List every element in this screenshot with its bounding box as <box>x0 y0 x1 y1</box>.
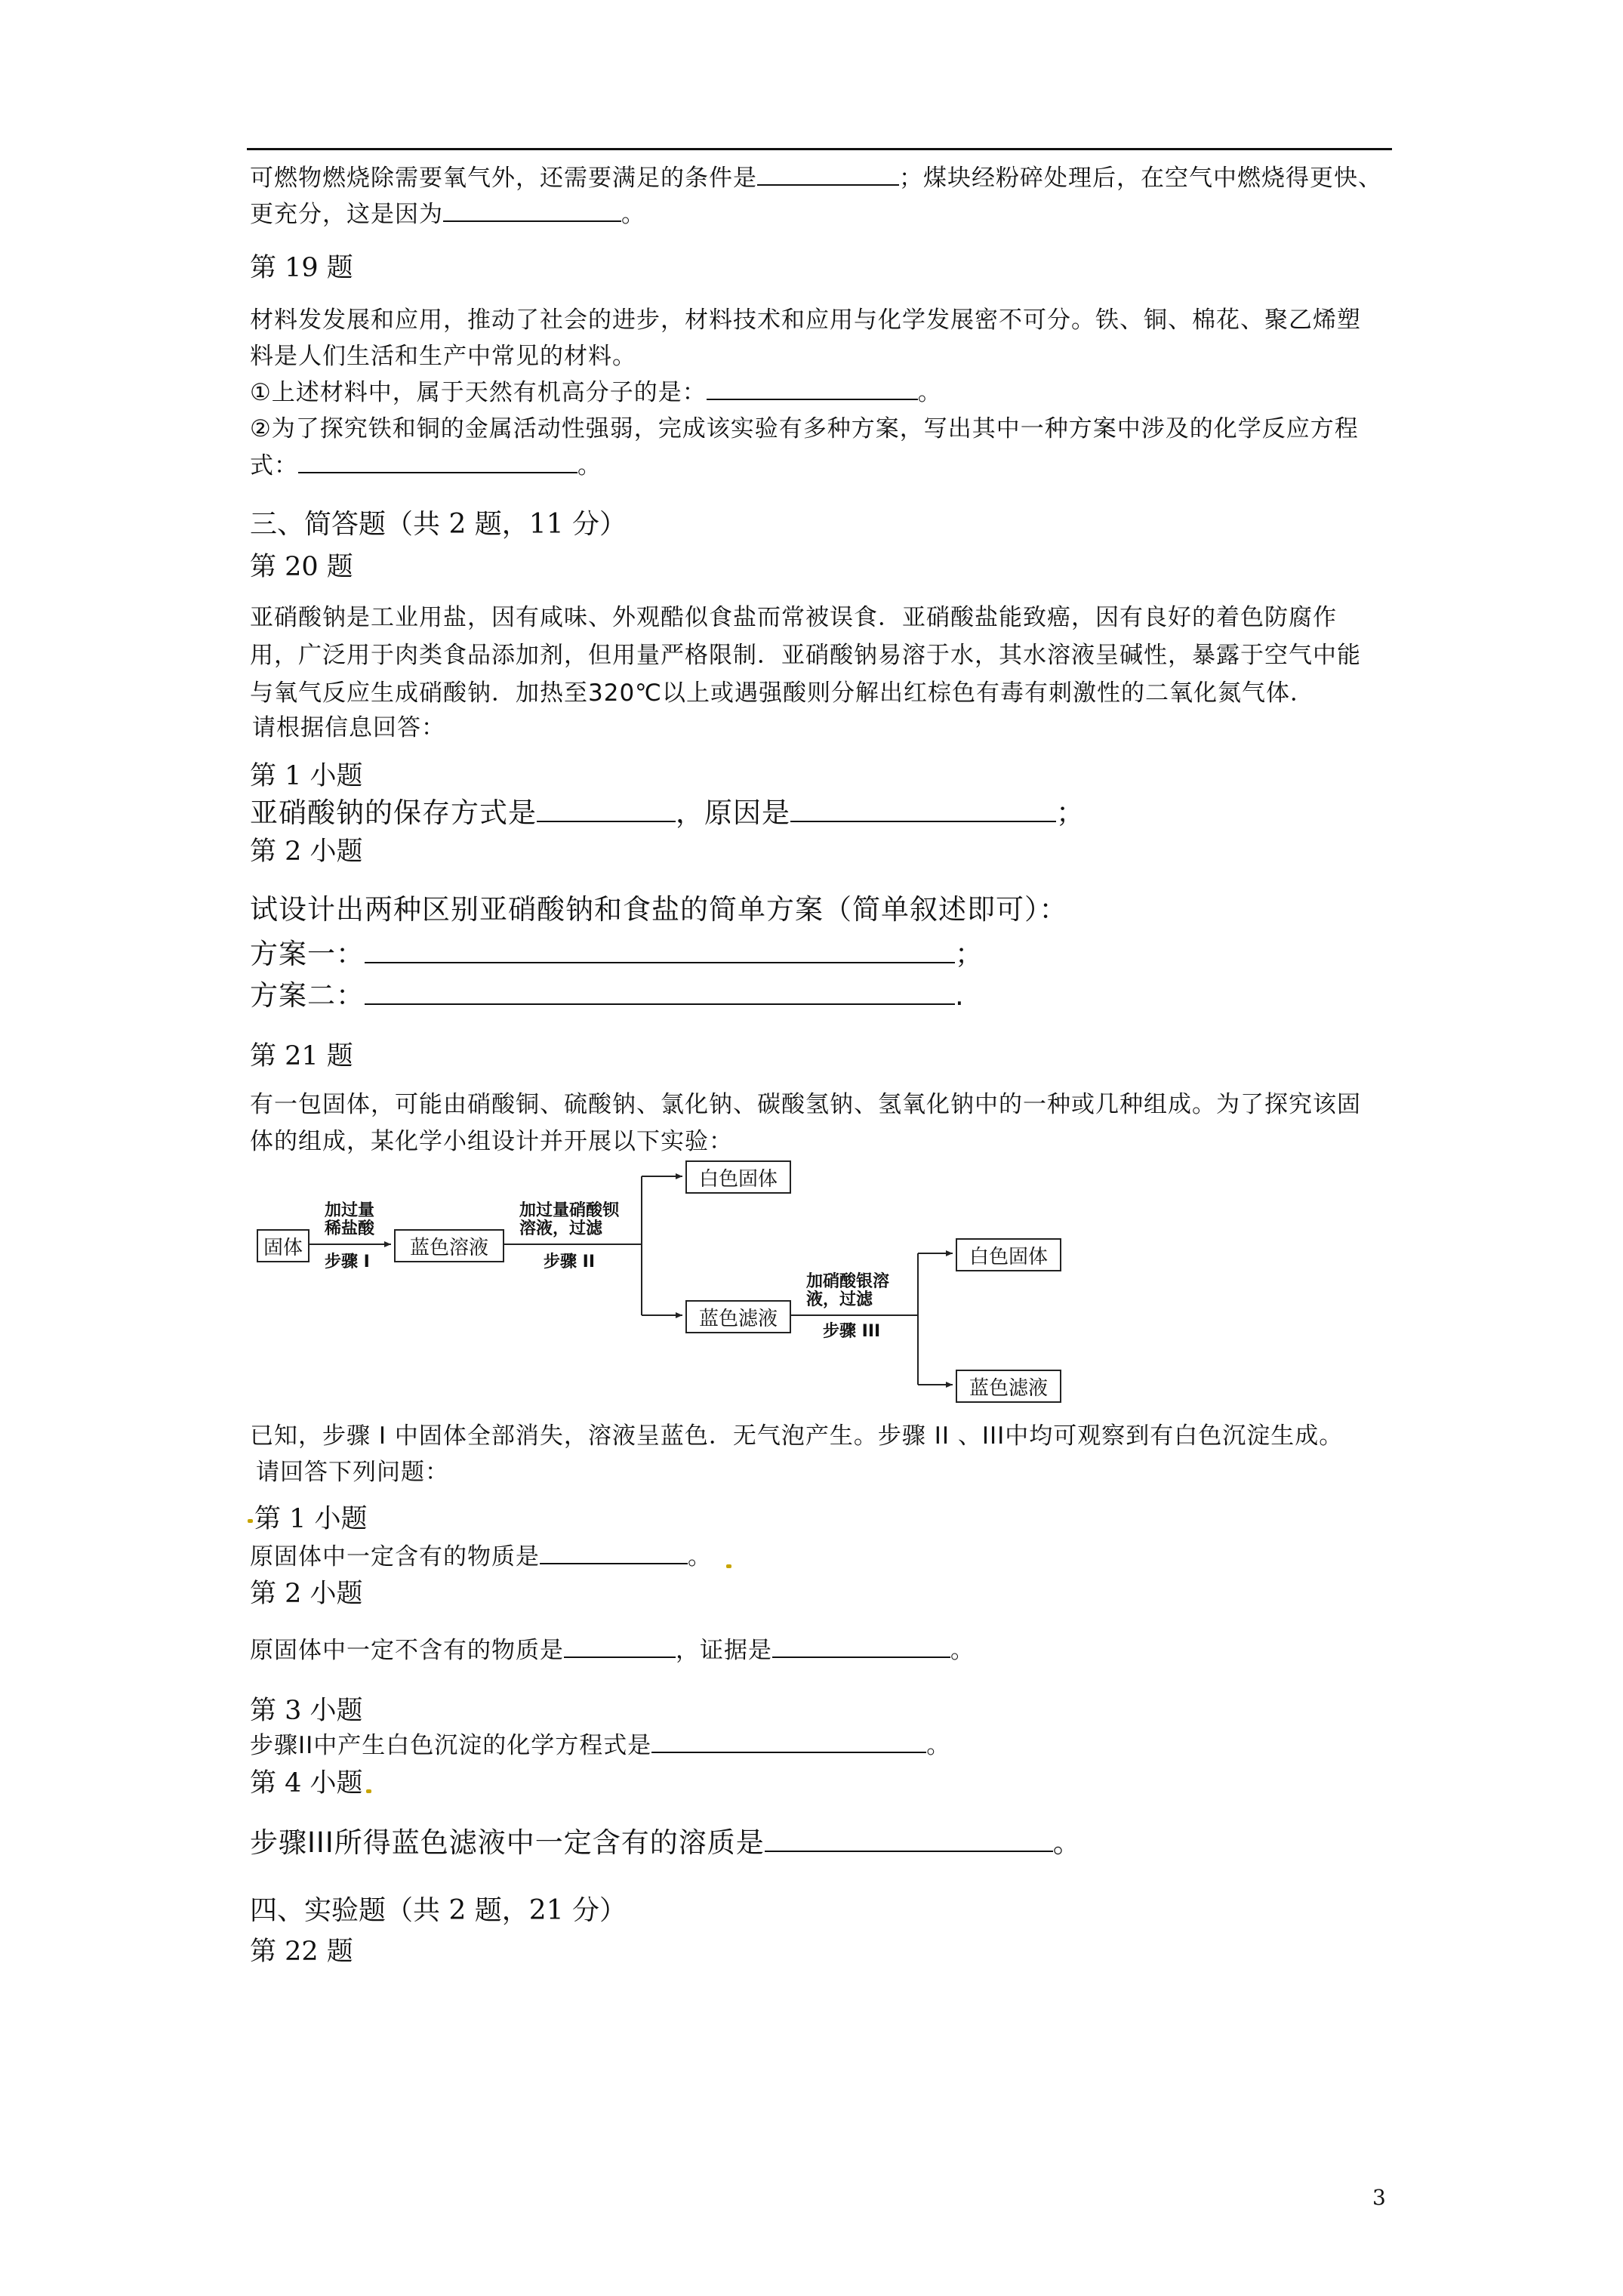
q21-sub2 <box>250 1631 975 1665</box>
step-1-reagent: 加过量 稀盐酸 <box>325 1201 375 1238</box>
q21-text: 。 <box>950 1637 975 1664</box>
q21-intro-1: 有一包固体，可能由硝酸铜、硫酸钠、氯化钠、碳酸氢钠、氢氧化钠中的一种或几种组成。为了探究该固 <box>250 1091 1361 1118</box>
q20-text-4: 请根据信息回答： <box>252 714 445 741</box>
sub-question-number: 第 2 小题 <box>250 1579 363 1609</box>
q21-known: 已知，步骤 I 中固体全部消失，溶液呈蓝色．无气泡产生。步骤 II 、III中均可观察到有白色沉淀生成。 <box>250 1422 1344 1450</box>
q21-sub3 <box>250 1726 950 1760</box>
q18-text: ；煤块经粉碎处理后，在空气中燃烧得更快、 <box>899 165 1382 192</box>
q19-intro-2: 料是人们生活和生产中常见的材料。 <box>250 343 636 370</box>
answer-blank[interactable] <box>564 1634 676 1658</box>
white-solid-box-1: 白色固体 <box>685 1160 791 1194</box>
blue-filtrate-box-2: 蓝色滤液 <box>956 1370 1061 1403</box>
q20-text: 亚硝酸钠的保存方式是 <box>250 797 537 829</box>
question-number: 第 22 题 <box>250 1937 353 1967</box>
step-1-label: 步骤 I <box>325 1253 370 1271</box>
q21-text: 步骤III所得蓝色滤液中一定含有的溶质是 <box>250 1826 765 1859</box>
step-3-reagent: 加硝酸银溶 液，过滤 <box>806 1272 890 1309</box>
q20-text: ； <box>1056 797 1085 829</box>
sub-question-number: 第 2 小题 <box>250 837 363 867</box>
blue-filtrate-box-1: 蓝色滤液 <box>685 1300 791 1333</box>
q20-text-2: 用，广泛用于肉类食品添加剂，但用量严格限制．亚硝酸钠易溶于水，其水溶液呈碱性，暴露于空气中能 <box>250 642 1361 669</box>
q20-text-3: 与氧气反应生成硝酸钠．加热至320℃以上或遇强酸则分解出红棕色有毒有刺激性的二氧化氮气体． <box>250 680 1314 707</box>
q19-text: ①上述材料中，属于天然有机高分子的是： <box>250 379 707 406</box>
q21-text: 。 <box>1052 1826 1082 1859</box>
white-solid-box-2: 白色固体 <box>956 1238 1061 1271</box>
q18-text: 可燃物燃烧除需要氧气外，还需要满足的条件是 <box>250 165 757 192</box>
answer-blank[interactable] <box>651 1729 926 1753</box>
blue-solution-box: 蓝色溶液 <box>394 1229 504 1262</box>
sub-question-number: 第 4 小题 <box>250 1768 363 1798</box>
question-number: 第 19 题 <box>250 253 353 283</box>
q21-text: 原固体中一定不含有的物质是 <box>250 1637 564 1664</box>
edit-mark <box>366 1789 371 1793</box>
q20-text: . <box>955 979 965 1012</box>
q21-text: 。 <box>926 1732 951 1759</box>
answer-blank[interactable] <box>772 1634 950 1658</box>
q18-text: 更充分，这是因为 <box>250 201 443 228</box>
q19-text: 。 <box>577 452 602 479</box>
edit-mark <box>248 1519 253 1523</box>
answer-blank[interactable] <box>540 1540 688 1564</box>
q20-text: 方案二： <box>250 979 365 1012</box>
step-2-label: 步骤 II <box>544 1253 596 1271</box>
q20-text: ，原因是 <box>676 797 790 829</box>
q21-intro-2: 体的组成，某化学小组设计并开展以下实验： <box>250 1128 733 1155</box>
section-title: 三、简答题（共 2 题，11 分） <box>250 509 627 540</box>
q20-sub2-intro: 试设计出两种区别亚硝酸钠和食盐的简单方案（简单叙述即可）： <box>250 893 1068 926</box>
q20-text-1: 亚硝酸钠是工业用盐，因有咸味、外观酷似食盐而常被误食．亚硝酸盐能致癌，因有良好的着色防腐作 <box>250 604 1337 631</box>
q21-sub4 <box>250 1820 1082 1860</box>
page-number: 3 <box>1372 2185 1386 2210</box>
solid-box: 固体 <box>257 1229 310 1262</box>
question-number: 第 20 题 <box>250 552 353 582</box>
q18-text: 。 <box>621 201 645 228</box>
sub-question-number: 第 1 小题 <box>254 1504 368 1534</box>
q21-text: 步骤II中产生白色沉淀的化学方程式是 <box>250 1732 652 1759</box>
q19-item-2: ②为了探究铁和铜的金属活动性强弱，完成该实验有多种方案，写出其中一种方案中涉及的化学反应方程 <box>250 415 1359 442</box>
step-2-reagent: 加过量硝酸钡 溶液，过滤 <box>519 1201 620 1238</box>
q20-text: ； <box>955 938 984 970</box>
step-3-label: 步骤 III <box>823 1322 881 1341</box>
q21-ask: 请回答下列问题： <box>256 1459 449 1486</box>
section-title: 四、实验题（共 2 题，21 分） <box>250 1895 627 1926</box>
edit-mark <box>726 1564 731 1568</box>
q21-text: 。 <box>688 1543 712 1570</box>
sub-question-number: 第 1 小题 <box>250 761 363 791</box>
q19-text: 。 <box>917 379 942 406</box>
q21-sub1 <box>250 1537 712 1571</box>
q19-intro-1: 材料发发展和应用，推动了社会的进步，材料技术和应用与化学发展密不可分。铁、铜、棉花、聚乙烯塑 <box>250 307 1361 334</box>
answer-blank[interactable] <box>765 1828 1053 1852</box>
q19-text: 式： <box>250 452 298 479</box>
q21-text: ，证据是 <box>676 1637 772 1664</box>
q21-text: 原固体中一定含有的物质是 <box>250 1543 540 1570</box>
sub-question-number: 第 3 小题 <box>250 1696 363 1726</box>
q20-text: 方案一： <box>250 938 365 970</box>
question-number: 第 21 题 <box>250 1041 353 1071</box>
